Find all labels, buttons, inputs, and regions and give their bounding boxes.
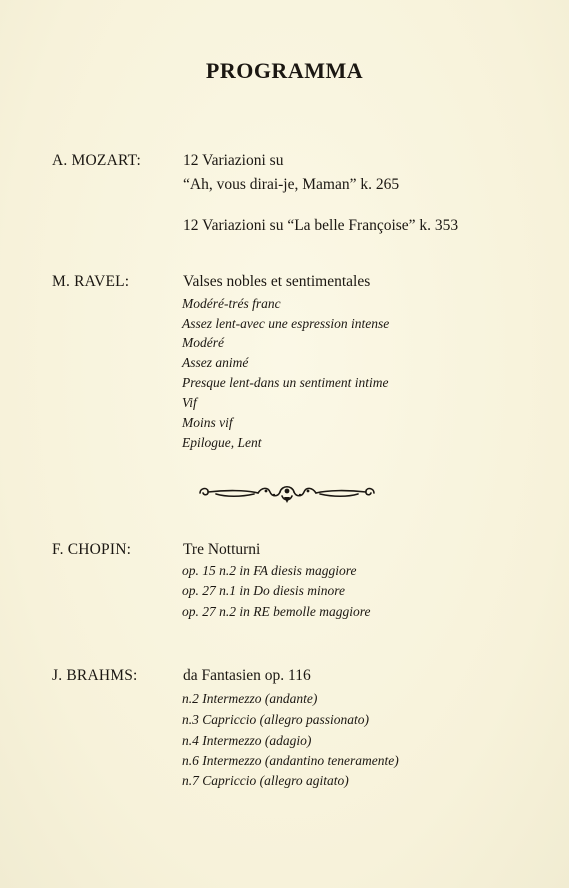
brahms-movement: n.7 Capriccio (allegro agitato) [182,773,349,788]
brahms-movement: n.6 Intermezzo (andantino teneramente) [182,753,399,768]
ravel-movement: Presque lent-dans un sentiment intime [182,375,389,390]
ravel-movement: Moins vif [182,415,233,430]
decorative-flourish-icon [196,482,378,504]
chopin-movement: op. 27 n.2 in RE bemolle maggiore [182,604,371,619]
composer-brahms: J. BRAHMS: [52,667,138,684]
ravel-movement: Modéré [182,335,224,350]
brahms-movement: n.3 Capriccio (allegro passionato) [182,712,369,727]
mozart-work-line-1: 12 Variazioni su [183,152,284,169]
chopin-work-title: Tre Notturni [183,541,261,558]
composer-chopin: F. CHOPIN: [52,541,132,558]
ravel-movement: Assez animé [182,355,249,370]
ravel-movement: Epilogue, Lent [182,435,262,450]
brahms-work-title: da Fantasien op. 116 [183,667,311,684]
mozart-work-line-3: 12 Variazioni su “La belle Françoise” k. 353 [183,217,459,234]
ravel-movement: Vif [182,395,197,410]
page-title: PROGRAMMA [205,58,364,83]
composer-ravel: M. RAVEL: [52,273,130,290]
mozart-work-line-2: “Ah, vous dirai-je, Maman” k. 265 [183,176,400,193]
ravel-work-title: Valses nobles et sentimentales [183,273,371,290]
chopin-movement: op. 15 n.2 in FA diesis maggiore [182,563,357,578]
brahms-movement: n.4 Intermezzo (adagio) [182,733,312,748]
chopin-movement: op. 27 n.1 in Do diesis minore [182,583,345,598]
ravel-movement: Modéré-trés franc [182,296,281,311]
composer-mozart: A. MOZART: [52,152,141,169]
brahms-movement: n.2 Intermezzo (andante) [182,691,318,706]
ravel-movement: Assez lent-avec une espression intense [182,316,390,331]
